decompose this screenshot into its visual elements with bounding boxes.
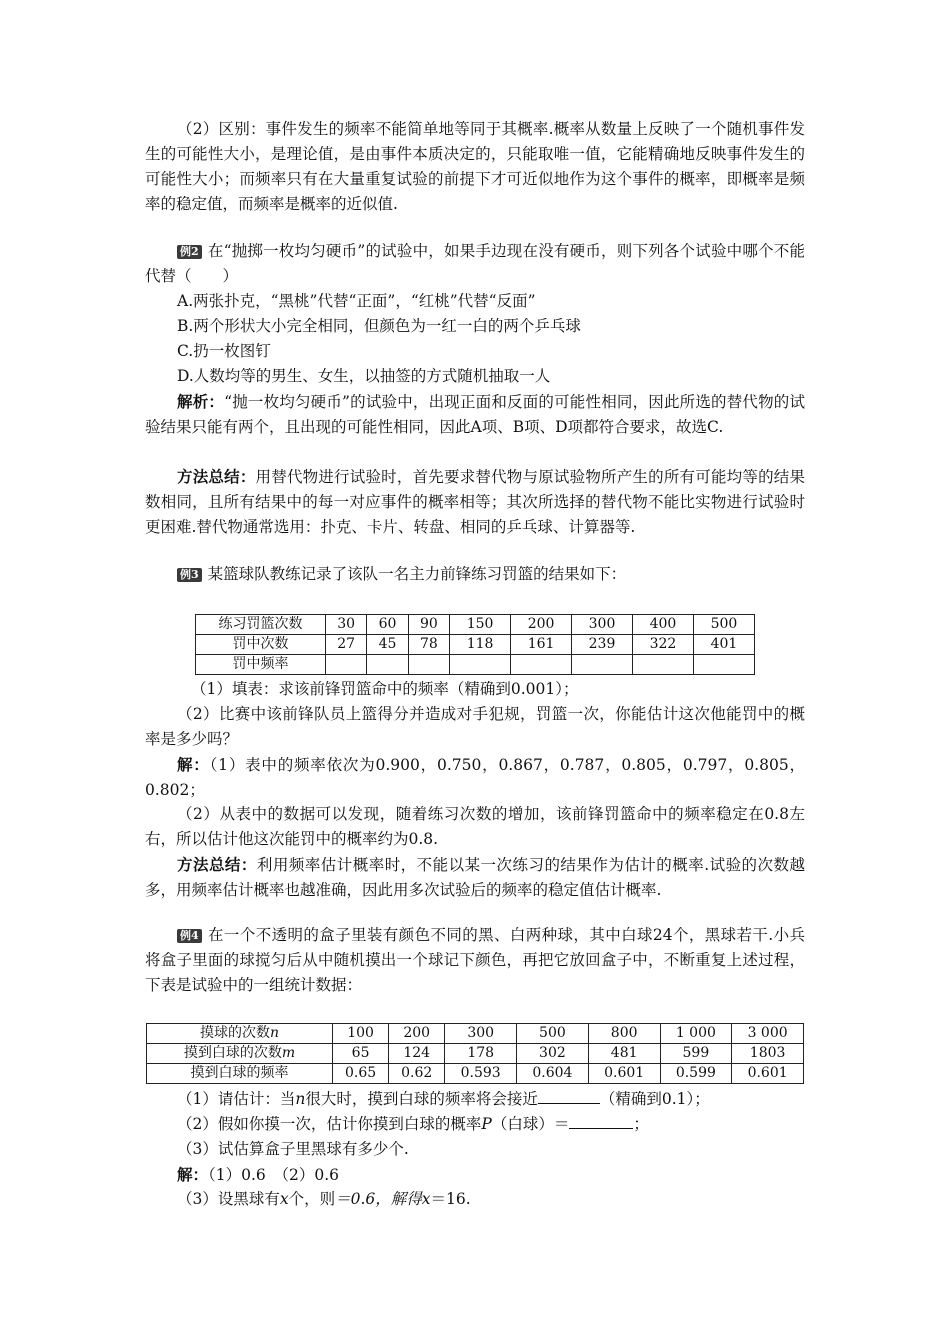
ex4-solution-12: 解：（1）0.6 （2）0.6: [177, 1165, 340, 1184]
ex2-analysis: 解析：“抛一枚均匀硬币”的试验中，出现正面和反面的可能性相同，因此所选的替代物的试验结果只能有两个，且出现的可能性相同，因此A项、B项、D项都符合要求，故选C.: [145, 392, 805, 436]
ex3-solution-2: （2）从表中的数据可以发现，随着练习次数的增加，该前锋罚篮命中的频率稳定在0.8左右，所以估计他这次能罚中的概率约为0.8.: [145, 805, 805, 848]
ex4-solution-3: （3）设黑球有x个，则＝0.6，解得x＝16.: [177, 1190, 471, 1208]
table-row: 摸球的次数n 100 200 300 500 800 1 000 3 000: [147, 1024, 804, 1044]
ex4-q3: （3）试估算盒子里黑球有多少个.: [177, 1140, 409, 1158]
method-label: 方法总结：: [177, 855, 257, 874]
table-row: 罚中频率: [196, 655, 755, 675]
ex3-table: [195, 614, 755, 675]
solution-label: 解：: [177, 1165, 209, 1184]
answer-blank: [538, 1089, 600, 1104]
ex3-solution-1: 解：（1）表中的频率依次为0.900，0.750，0.867，0.787，0.805，0.797，0.805，0.802；: [145, 755, 805, 799]
ex3-q1: （1）填表：求该前锋罚篮命中的频率（精确到0.001）；: [191, 680, 579, 698]
table-row: 摸到白球的次数m 65 124 178 302 481 599 1803: [147, 1044, 804, 1064]
ex3-q2: （2）比赛中该前锋队员上篮得分并造成对手犯规，罚篮一次，你能估计这次他能罚中的概率是多少吗？: [145, 705, 805, 748]
answer-blank: [569, 1114, 633, 1129]
ex2-option-c: C.扔一枚图钉: [177, 342, 271, 360]
table-row: 练习罚篮次数 30 60 90 150 200 300 400 500: [196, 615, 755, 635]
method-label: 方法总结：: [177, 467, 256, 486]
table-row: 摸到白球的频率 0.65 0.62 0.593 0.604 0.601 0.599 0.601: [147, 1064, 804, 1084]
ex3-tag: 例3: [177, 568, 202, 582]
analysis-label: 解析：: [177, 392, 225, 411]
ex3-method: 方法总结：利用频率估计概率时，不能以某一次练习的结果作为估计的概率.试验的次数越多，用频率估计概率也越准确，因此用多次试验后的频率的稳定值估计概率.: [145, 855, 805, 899]
ex2-question: 例2 在“抛掷一枚均匀硬币”的试验中，如果手边现在没有硬币，则下列各个试验中哪个不能代替（ ）: [145, 242, 805, 285]
ex2-option-b: B.两个形状大小完全相同，但颜色为一红一白的两个乒乓球: [177, 317, 581, 335]
ex2-method: 方法总结：用替代物进行试验时，首先要求替代物与原试验物所产生的所有可能均等的结果数相同，且所有结果中的每一对应事件的概率相等；其次所选择的替代物不能比实物进行试验时更困难.替代物通常选用：扑克、卡片、转盘、相同的乒乓球、计算器等.: [145, 467, 805, 536]
solution-label: 解：: [177, 755, 210, 774]
ex2-option-a: A.两张扑克，“黑桃”代替“正面”，“红桃”代替“反面”: [177, 292, 536, 310]
table-row: 罚中次数 27 45 78 118 161 239 322 401: [196, 635, 755, 655]
ex4-q2: （2）假如你摸一次，估计你摸到白球的概率P（白球）＝ ；: [177, 1115, 649, 1133]
ex2-tag: 例2: [177, 245, 202, 259]
intro-paragraph: （2）区别：事件发生的频率不能简单地等同于其概率.概率从数量上反映了一个随机事件发生的可能性大小，是理论值，是由事件本质决定的，只能取唯一值，它能精确地反映事件发生的可能性大小；而频率只有在大量重复试验的前提下才可近似地作为这个事件的概率，即概率是频率的稳定值，而频率是概率的近似值.: [145, 120, 805, 213]
ex2-option-d: D.人数均等的男生、女生，以抽签的方式随机抽取一人: [177, 367, 551, 385]
ex4-tag: 例4: [177, 929, 202, 943]
ex4-question: 例4 在一个不透明的盒子里装有颜色不同的黑、白两种球，其中白球24个，黑球若干.小兵将盒子里面的球搅匀后从中随机摸出一个球记下颜色，再把它放回盒子中，不断重复上述过程，下表是试验中的一组统计数据：: [145, 926, 805, 994]
ex3-question: 例3 某篮球队教练记录了该队一名主力前锋练习罚篮的结果如下：: [145, 562, 805, 587]
ex4-table: [146, 1023, 804, 1084]
ex4-q1: （1）请估计：当n很大时，摸到白球的频率将会接近 （精确到0.1）；: [177, 1090, 710, 1108]
